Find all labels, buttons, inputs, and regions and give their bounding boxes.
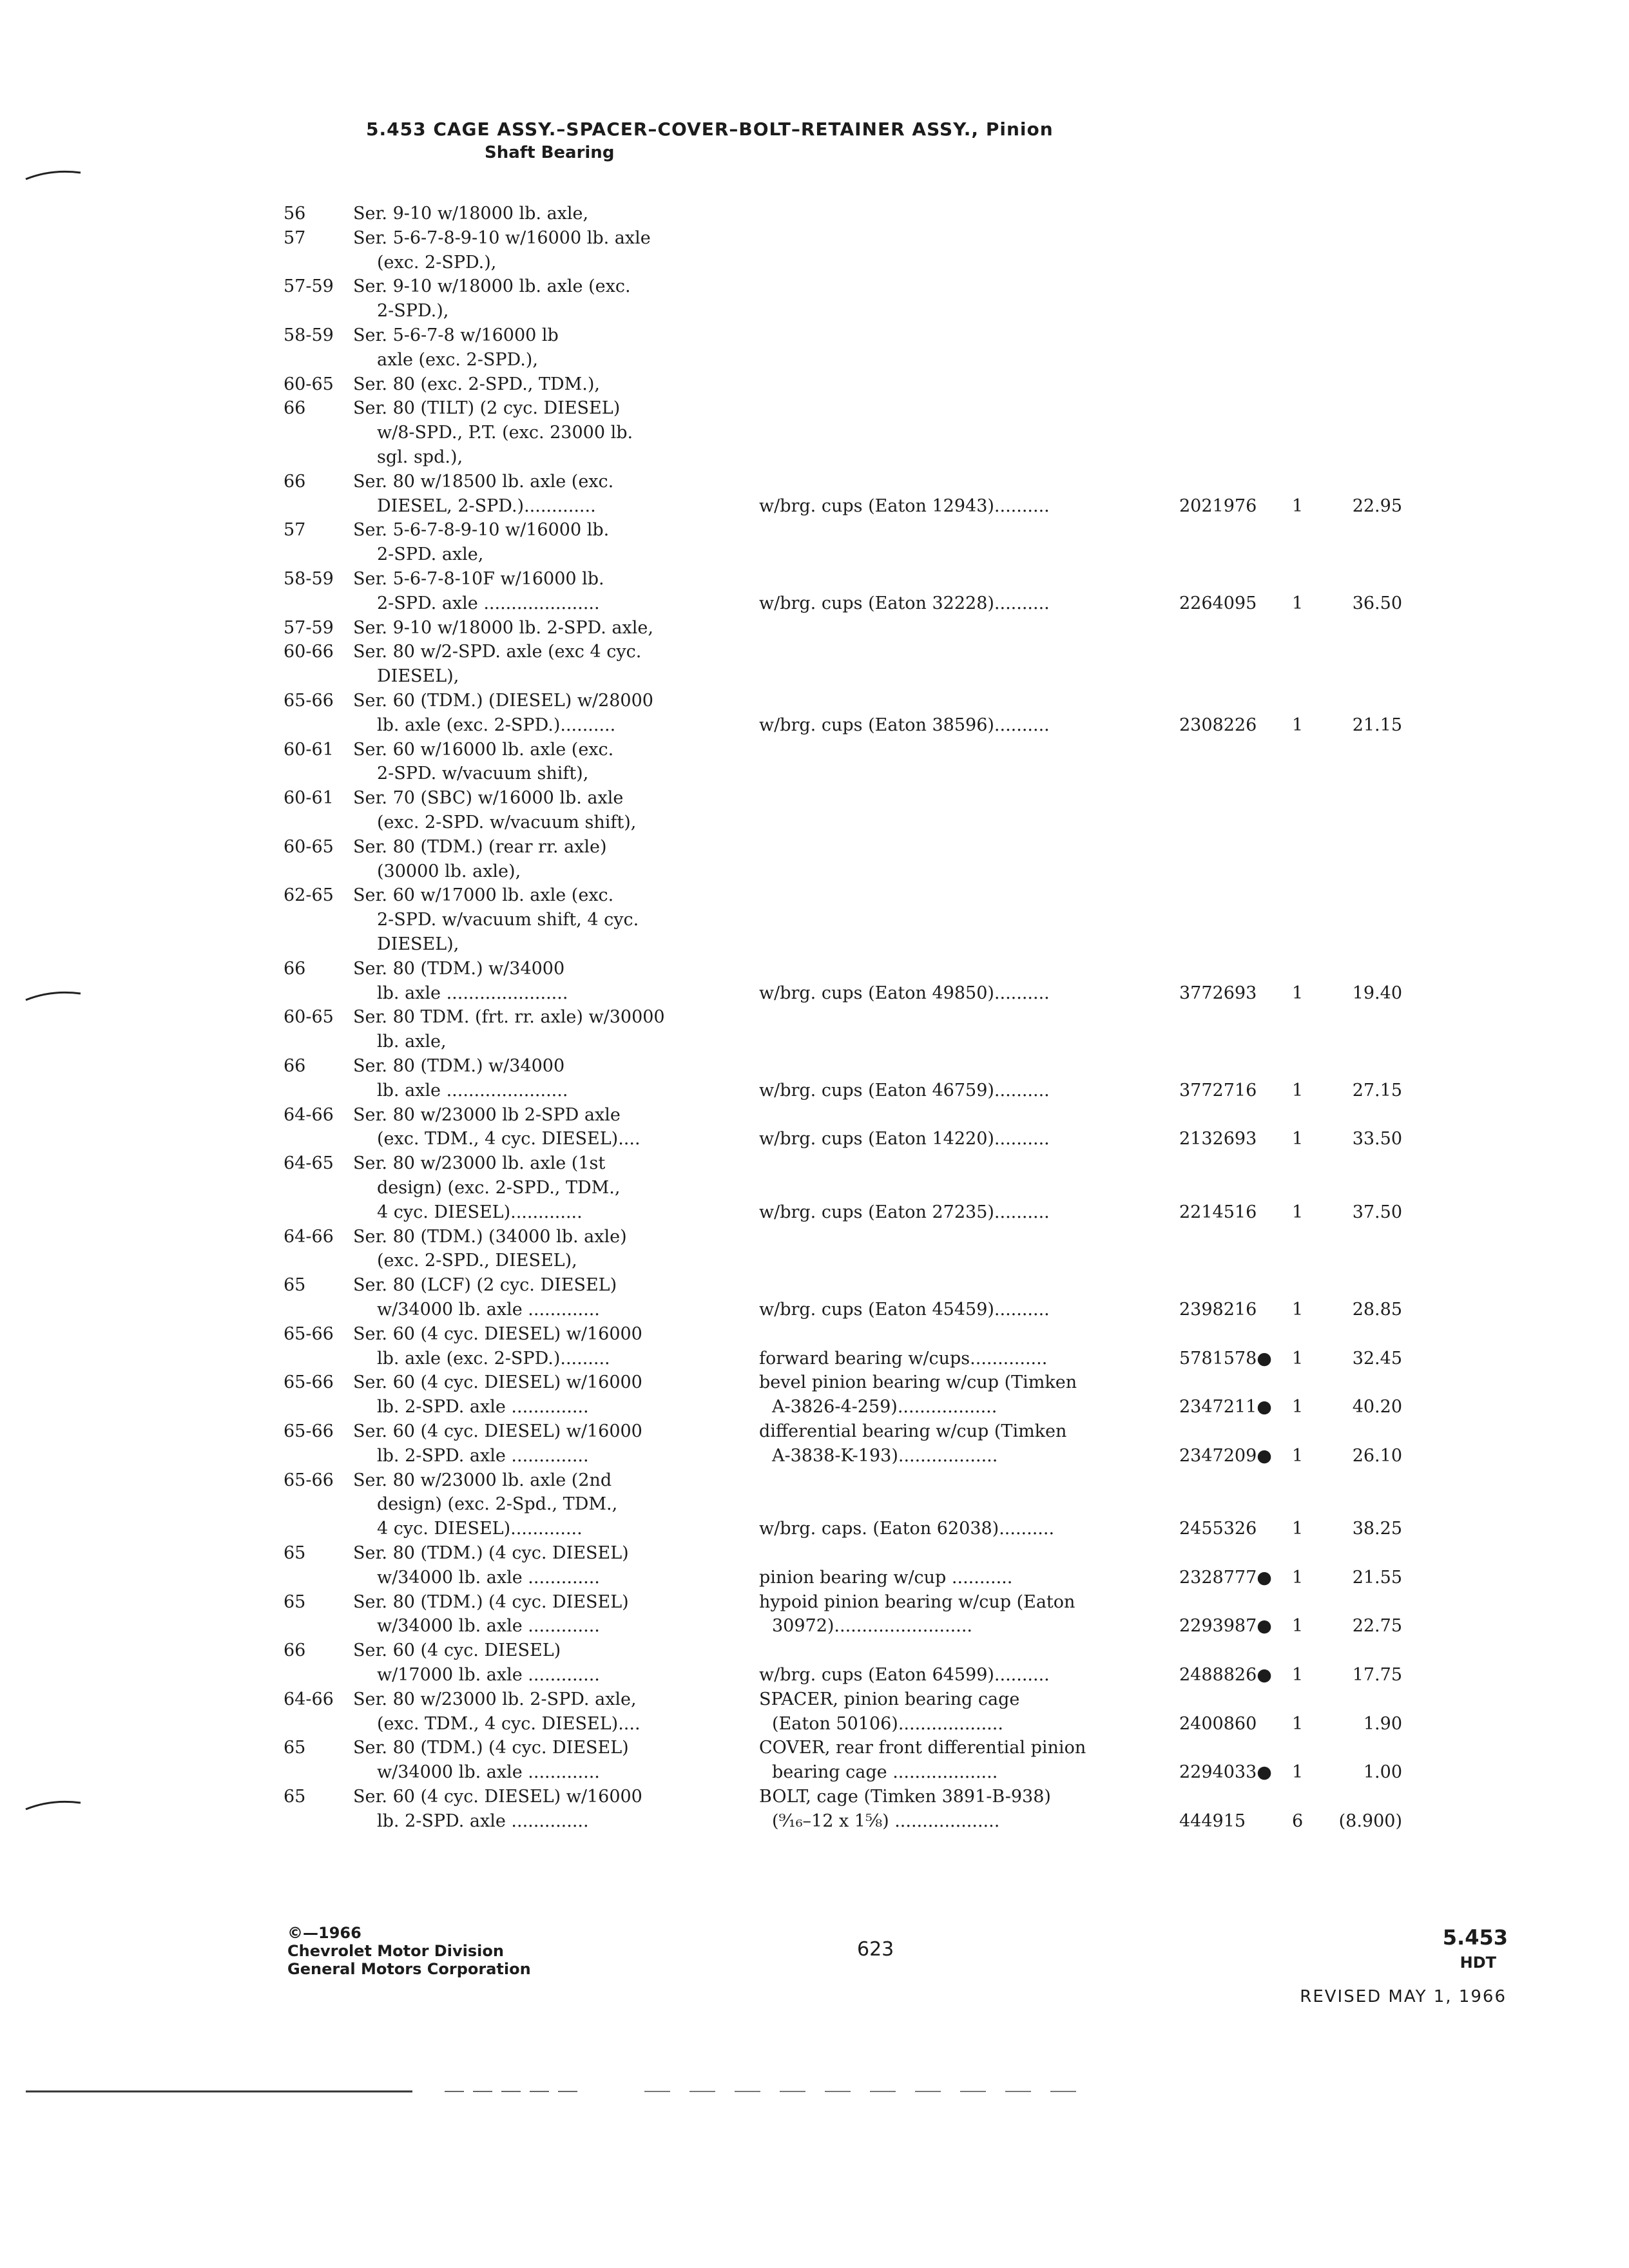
row-description: Ser. 80 (TDM.) (4 cyc. DIESEL) <box>353 1738 629 1758</box>
row-quantity: 1 <box>1292 1397 1304 1418</box>
row-price: 21.55 <box>1352 1567 1402 1588</box>
row-description: w/34000 lb. axle ............. <box>377 1616 600 1637</box>
row-part-number: 2132693 <box>1179 1129 1257 1149</box>
row-part-name: COVER, rear front differential pinion <box>759 1738 1086 1758</box>
row-year: 65-66 <box>284 1470 334 1490</box>
row-description: (exc. TDM., 4 cyc. DIESEL).... <box>377 1129 641 1149</box>
row-quantity: 1 <box>1292 715 1304 735</box>
row-description: Ser. 80 (TDM.) w/34000 <box>353 958 565 979</box>
row-description: Ser. 80 (TDM.) (4 cyc. DIESEL) <box>353 1543 629 1563</box>
row-description: design) (exc. 2-Spd., TDM., <box>377 1494 618 1515</box>
row-quantity: 1 <box>1292 1762 1304 1783</box>
row-quantity: 1 <box>1292 1616 1304 1637</box>
section-code: HDT <box>1460 1954 1496 1972</box>
row-price: 19.40 <box>1352 983 1402 1003</box>
row-year: 66 <box>284 1640 306 1661</box>
row-description: lb. 2-SPD. axle .............. <box>377 1397 589 1418</box>
row-part-name: hypoid pinion bearing w/cup (Eaton <box>759 1591 1075 1612</box>
row-description: lb. axle ...................... <box>377 983 568 1003</box>
row-part-name: (Eaton 50106)................... <box>772 1713 1003 1734</box>
row-description: Ser. 80 w/18500 lb. axle (exc. <box>353 471 614 492</box>
row-price: 28.85 <box>1352 1300 1402 1320</box>
row-price: 1.90 <box>1363 1713 1402 1734</box>
row-description: axle (exc. 2-SPD.), <box>377 349 538 370</box>
row-description: lb. axle ...................... <box>377 1080 568 1100</box>
row-description: Ser. 80 TDM. (frt. rr. axle) w/30000 <box>353 1007 665 1028</box>
row-part-number: 2308226 <box>1179 715 1257 735</box>
row-description: w/17000 lb. axle ............. <box>377 1665 600 1685</box>
row-description: 2-SPD. w/vacuum shift), <box>377 764 589 784</box>
row-description: 2-SPD. axle ..................... <box>377 593 600 613</box>
row-part-number: 3772693 <box>1179 983 1257 1003</box>
row-year: 60-61 <box>284 739 334 760</box>
row-part-name: A-3838-K-193).................. <box>772 1445 998 1466</box>
row-year: 65 <box>284 1275 306 1296</box>
row-price: 17.75 <box>1352 1665 1402 1685</box>
row-year: 58-59 <box>284 325 334 345</box>
row-quantity: 1 <box>1292 495 1304 516</box>
row-description: Ser. 9-10 w/18000 lb. axle, <box>353 204 589 224</box>
row-price: 33.50 <box>1352 1129 1402 1149</box>
page-header-title: 5.453 CAGE ASSY.–SPACER–COVER–BOLT–RETAINER ASSY., Pinion <box>366 119 1054 140</box>
row-year: 65-66 <box>284 1323 334 1344</box>
row-part-name: bearing cage ................... <box>772 1762 998 1783</box>
row-description: Ser. 60 w/17000 lb. axle (exc. <box>353 885 614 906</box>
row-description: lb. axle (exc. 2-SPD.).......... <box>377 715 616 735</box>
row-part-name: w/brg. cups (Eaton 49850).......... <box>759 983 1050 1003</box>
row-year: 62-65 <box>284 885 334 906</box>
row-description: Ser. 70 (SBC) w/16000 lb. axle <box>353 788 624 809</box>
row-description: 4 cyc. DIESEL)............. <box>377 1519 583 1539</box>
row-description: Ser. 80 (TDM.) (rear rr. axle) <box>353 836 607 857</box>
row-description: Ser. 80 (TILT) (2 cyc. DIESEL) <box>353 398 621 419</box>
row-part-name: BOLT, cage (Timken 3891-B-938) <box>759 1787 1051 1807</box>
row-description: w/34000 lb. axle ............. <box>377 1567 600 1588</box>
row-year: 66 <box>284 958 306 979</box>
row-description: 2-SPD. w/vacuum shift, 4 cyc. <box>377 910 639 930</box>
row-part-name: differential bearing w/cup (Timken <box>759 1421 1067 1441</box>
row-part-name: w/brg. caps. (Eaton 62038).......... <box>759 1519 1055 1539</box>
row-description: 4 cyc. DIESEL)............. <box>377 1202 583 1222</box>
row-part-number: 2488826● <box>1179 1665 1272 1685</box>
row-description: (exc. 2-SPD., DIESEL), <box>377 1251 577 1271</box>
row-description: Ser. 5-6-7-8-10F w/16000 lb. <box>353 569 604 589</box>
row-price: 36.50 <box>1352 593 1402 613</box>
row-description: Ser. 5-6-7-8-9-10 w/16000 lb. <box>353 520 610 541</box>
row-part-name: (⁹⁄₁₆–12 x 1⅝) ................... <box>772 1811 1000 1831</box>
row-year: 66 <box>284 1056 306 1076</box>
row-description: Ser. 5-6-7-8 w/16000 lb <box>353 325 559 345</box>
row-year: 58-59 <box>284 569 334 589</box>
row-part-number: 2347211● <box>1179 1397 1272 1418</box>
row-part-name: bevel pinion bearing w/cup (Timken <box>759 1372 1077 1393</box>
row-description: (exc. TDM., 4 cyc. DIESEL).... <box>377 1713 641 1734</box>
revision-date: REVISED MAY 1, 1966 <box>1300 1987 1507 2006</box>
row-year: 60-65 <box>284 836 334 857</box>
row-year: 60-65 <box>284 374 334 394</box>
row-description: (exc. 2-SPD. w/vacuum shift), <box>377 812 637 832</box>
footer-corporation: General Motors Corporation <box>287 1960 531 1978</box>
row-price: 26.10 <box>1352 1445 1402 1466</box>
row-year: 65 <box>284 1543 306 1563</box>
row-part-number: 2021976 <box>1179 495 1257 516</box>
row-part-name: SPACER, pinion bearing cage <box>759 1689 1020 1709</box>
row-year: 66 <box>284 471 306 492</box>
row-description: sgl. spd.), <box>377 447 463 467</box>
row-part-number: 2293987● <box>1179 1616 1272 1637</box>
row-part-name: 30972)......................... <box>772 1616 972 1637</box>
row-quantity: 1 <box>1292 1129 1304 1149</box>
row-part-number: 5781578● <box>1179 1348 1272 1369</box>
row-part-number: 2347209● <box>1179 1445 1272 1466</box>
row-year: 57-59 <box>284 617 334 638</box>
row-price: 1.00 <box>1363 1762 1402 1783</box>
row-year: 64-65 <box>284 1153 334 1174</box>
row-description: Ser. 80 (TDM.) (4 cyc. DIESEL) <box>353 1591 629 1612</box>
row-quantity: 1 <box>1292 1519 1304 1539</box>
row-year: 65-66 <box>284 1421 334 1441</box>
row-quantity: 1 <box>1292 1080 1304 1100</box>
row-description: Ser. 80 (LCF) (2 cyc. DIESEL) <box>353 1275 617 1296</box>
row-description: (30000 lb. axle), <box>377 861 521 881</box>
page-number: 623 <box>857 1938 894 1961</box>
row-quantity: 1 <box>1292 593 1304 613</box>
row-quantity: 1 <box>1292 1445 1304 1466</box>
row-part-number: 2455326 <box>1179 1519 1257 1539</box>
row-price: 22.95 <box>1352 495 1402 516</box>
row-part-number: 2398216 <box>1179 1300 1257 1320</box>
row-description: DIESEL), <box>377 934 459 954</box>
row-description: Ser. 80 (TDM.) w/34000 <box>353 1056 565 1076</box>
row-quantity: 1 <box>1292 1665 1304 1685</box>
row-part-name: w/brg. cups (Eaton 12943).......... <box>759 495 1050 516</box>
row-description: lb. 2-SPD. axle .............. <box>377 1811 589 1831</box>
row-part-number: 444915 <box>1179 1811 1246 1831</box>
row-part-number: 2294033● <box>1179 1762 1272 1783</box>
row-quantity: 6 <box>1292 1811 1304 1831</box>
row-part-name: A-3826-4-259).................. <box>772 1397 998 1418</box>
row-part-name: w/brg. cups (Eaton 64599).......... <box>759 1665 1050 1685</box>
footer-division: Chevrolet Motor Division <box>287 1942 504 1960</box>
row-description: Ser. 80 w/23000 lb. 2-SPD. axle, <box>353 1689 637 1709</box>
row-part-name: w/brg. cups (Eaton 32228).......... <box>759 593 1050 613</box>
row-price: 21.15 <box>1352 715 1402 735</box>
row-description: Ser. 9-10 w/18000 lb. axle (exc. <box>353 276 631 297</box>
row-year: 56 <box>284 204 306 224</box>
row-year: 60-65 <box>284 1007 334 1028</box>
row-quantity: 1 <box>1292 1567 1304 1588</box>
row-part-number: 2214516 <box>1179 1202 1257 1222</box>
row-price: 27.15 <box>1352 1080 1402 1100</box>
row-description: lb. axle (exc. 2-SPD.)......... <box>377 1348 610 1369</box>
row-year: 60-66 <box>284 642 334 662</box>
row-description: design) (exc. 2-SPD., TDM., <box>377 1178 621 1198</box>
row-description: w/8-SPD., P.T. (exc. 23000 lb. <box>377 423 633 443</box>
row-price: 38.25 <box>1352 1519 1402 1539</box>
row-description: Ser. 60 (4 cyc. DIESEL) <box>353 1640 561 1661</box>
row-part-number: 2400860 <box>1179 1713 1257 1734</box>
section-number: 5.453 <box>1442 1925 1508 1950</box>
row-quantity: 1 <box>1292 1300 1304 1320</box>
row-description: Ser. 80 w/23000 lb 2-SPD axle <box>353 1104 621 1125</box>
row-description: (exc. 2-SPD.), <box>377 252 497 273</box>
row-description: Ser. 60 w/16000 lb. axle (exc. <box>353 739 614 760</box>
row-part-name: forward bearing w/cups.............. <box>759 1348 1048 1369</box>
row-price: 40.20 <box>1352 1397 1402 1418</box>
row-part-name: pinion bearing w/cup ........... <box>759 1567 1013 1588</box>
row-quantity: 1 <box>1292 983 1304 1003</box>
row-year: 57 <box>284 520 306 541</box>
row-price: 37.50 <box>1352 1202 1402 1222</box>
row-description: 2-SPD. axle, <box>377 544 484 565</box>
row-description: DIESEL), <box>377 666 459 687</box>
row-part-name: w/brg. cups (Eaton 14220).......... <box>759 1129 1050 1149</box>
row-price: (8.900) <box>1338 1811 1402 1831</box>
row-description: w/34000 lb. axle ............. <box>377 1762 600 1783</box>
row-description: Ser. 60 (4 cyc. DIESEL) w/16000 <box>353 1372 642 1393</box>
row-description: lb. 2-SPD. axle .............. <box>377 1445 589 1466</box>
row-part-name: w/brg. cups (Eaton 46759).......... <box>759 1080 1050 1100</box>
row-year: 64-66 <box>284 1104 334 1125</box>
row-year: 65 <box>284 1591 306 1612</box>
row-year: 57 <box>284 227 306 248</box>
row-year: 66 <box>284 398 306 419</box>
row-price: 22.75 <box>1352 1616 1402 1637</box>
row-year: 64-66 <box>284 1689 334 1709</box>
row-description: w/34000 lb. axle ............. <box>377 1300 600 1320</box>
row-part-number: 2328777● <box>1179 1567 1272 1588</box>
row-description: DIESEL, 2-SPD.)............. <box>377 495 596 516</box>
row-description: Ser. 60 (4 cyc. DIESEL) w/16000 <box>353 1787 642 1807</box>
row-description: 2-SPD.), <box>377 301 449 322</box>
row-year: 57-59 <box>284 276 334 297</box>
row-quantity: 1 <box>1292 1348 1304 1369</box>
row-year: 65-66 <box>284 1372 334 1393</box>
row-year: 65 <box>284 1738 306 1758</box>
row-description: Ser. 80 (exc. 2-SPD., TDM.), <box>353 374 600 394</box>
row-description: Ser. 80 w/23000 lb. axle (2nd <box>353 1470 612 1490</box>
row-description: Ser. 80 (TDM.) (34000 lb. axle) <box>353 1226 627 1247</box>
row-description: Ser. 60 (4 cyc. DIESEL) w/16000 <box>353 1421 642 1441</box>
row-description: Ser. 5-6-7-8-9-10 w/16000 lb. axle <box>353 227 651 248</box>
row-description: Ser. 9-10 w/18000 lb. 2-SPD. axle, <box>353 617 653 638</box>
row-part-name: w/brg. cups (Eaton 45459).......... <box>759 1300 1050 1320</box>
row-year: 65-66 <box>284 691 334 711</box>
row-year: 64-66 <box>284 1226 334 1247</box>
row-part-number: 2264095 <box>1179 593 1257 613</box>
row-quantity: 1 <box>1292 1713 1304 1734</box>
row-quantity: 1 <box>1292 1202 1304 1222</box>
page-header-subtitle: Shaft Bearing <box>485 143 615 162</box>
row-part-name: w/brg. cups (Eaton 27235).......... <box>759 1202 1050 1222</box>
footer-copyright: ©—1966 <box>287 1924 361 1942</box>
row-price: 32.45 <box>1352 1348 1402 1369</box>
row-description: Ser. 60 (4 cyc. DIESEL) w/16000 <box>353 1323 642 1344</box>
row-description: lb. axle, <box>377 1032 447 1052</box>
row-year: 65 <box>284 1787 306 1807</box>
row-description: Ser. 60 (TDM.) (DIESEL) w/28000 <box>353 691 653 711</box>
row-part-name: w/brg. cups (Eaton 38596).......... <box>759 715 1050 735</box>
row-part-number: 3772716 <box>1179 1080 1257 1100</box>
row-description: Ser. 80 w/2-SPD. axle (exc 4 cyc. <box>353 642 642 662</box>
row-description: Ser. 80 w/23000 lb. axle (1st <box>353 1153 606 1174</box>
row-year: 60-61 <box>284 788 334 809</box>
